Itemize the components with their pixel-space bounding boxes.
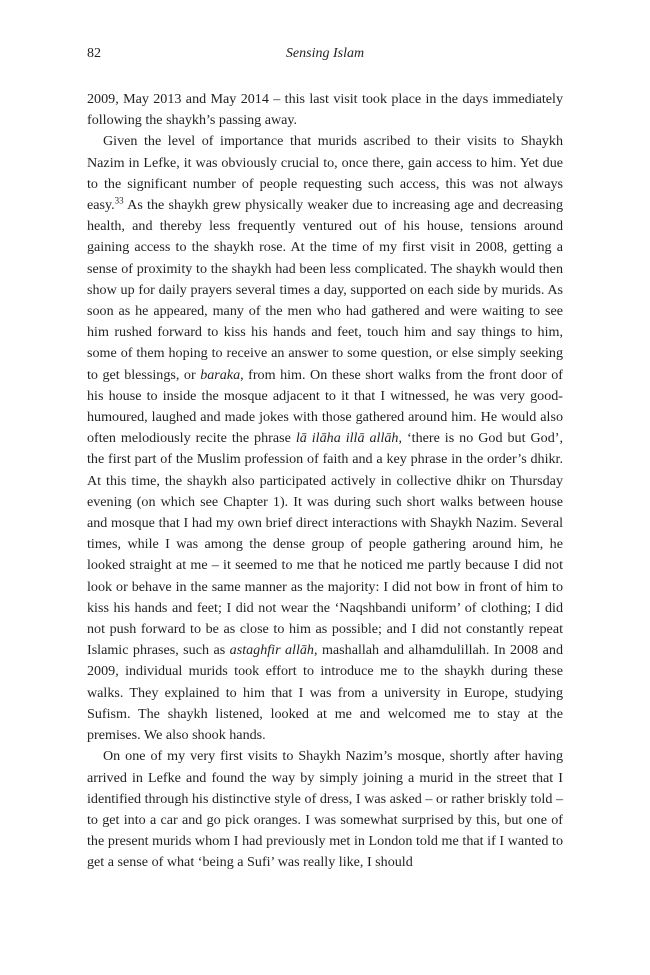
text-run: , mashallah and alhamdulillah. In 2008 and 2009, individual murids took effort to introduce me to the shaykh during these walks. They explained to him that I was from a university in Europe, studying Sufism. The shaykh listened, looked at me and welcomed me to stay at the premises. We also shook hands. xyxy=(87,642,563,744)
text-run: As the shaykh grew physically weaker due to increasing age and decreasing health, and thereby less frequently ventured out of his house, tensions around gaining access to the shaykh rose. At the time of my first visit in 2008, getting a sense of proximity to the shaykh had been less complicated. The shaykh would then show up for daily prayers several times a day, supported on each side by murids. As soon as he appeared, many of the men who had gathered and were waiting to see him rushed forward to kiss his hands and feet, touch him and say things to him, some of them hoping to receive an answer to some question, or else simply seeking to get blessings, or xyxy=(87,197,563,383)
text-run: Given the level of importance that murids ascribed to their visits to Shaykh Nazim in Lefke, it was obviously crucial to, once there, gain access to him. Yet due to the significant number of people requesting such access, this was not always easy. xyxy=(87,133,563,214)
page-number: 82 xyxy=(87,46,101,61)
running-head xyxy=(87,46,563,66)
text-run: 2009, May 2013 and May 2014 – this last visit took place in the days immediately following the shaykh’s passing away. xyxy=(87,91,563,129)
text-run: , from him. On these short walks from the front door of his house to inside the mosque adjacent to it that I witnessed, he was very good-humoured, laughed and made jokes with those gathered around him. He would also often melodiously recite the phrase xyxy=(87,366,563,447)
text-run: , ‘there is no God but God’, the first part of the Muslim profession of faith and a key phrase in the order’s dhikr. At this time, the shaykh also participated actively in collective dhikr on Thursday evening (on which see Chapter 1). It was during such short walks between house and mosque that I had my own brief direct interactions with Shaykh Nazim. Several times, while I was among the dense group of people gathering around him, he looked straight at me – it seemed to me that he noticed me partly because I did not look or behave in the same manner as the majority: I did not bow in front of him to kiss his hands and feet; I did not wear the ‘Naqshbandi uniform’ of clothing; I did not push forward to be as close to him as possible; and I did not constantly repeat Islamic phrases, such as xyxy=(87,430,563,659)
paragraph xyxy=(87,131,563,746)
running-title: Sensing Islam xyxy=(285,46,365,61)
paragraph xyxy=(87,89,563,131)
text-run: On one of my very first visits to Shaykh Nazim’s mosque, shortly after having arrived in Lefke and found the way by simply joining a murid in the street that I identified through his distinctive style of dress, I was asked – or rather briskly told – to get into a car and go pick oranges. I was somewhat surprised by this, but one of the present murids whom I had previously met in London told me that if I wanted to get a sense of what ‘being a Sufi’ was really like, I should xyxy=(87,748,563,871)
italic-term: astaghfir allāh xyxy=(229,642,314,659)
paragraph xyxy=(87,746,563,873)
italic-term: lā ilāha illā allāh xyxy=(295,430,399,447)
body-text xyxy=(87,89,563,874)
italic-term: baraka xyxy=(200,366,241,383)
footnote-reference: 33 xyxy=(114,195,124,206)
